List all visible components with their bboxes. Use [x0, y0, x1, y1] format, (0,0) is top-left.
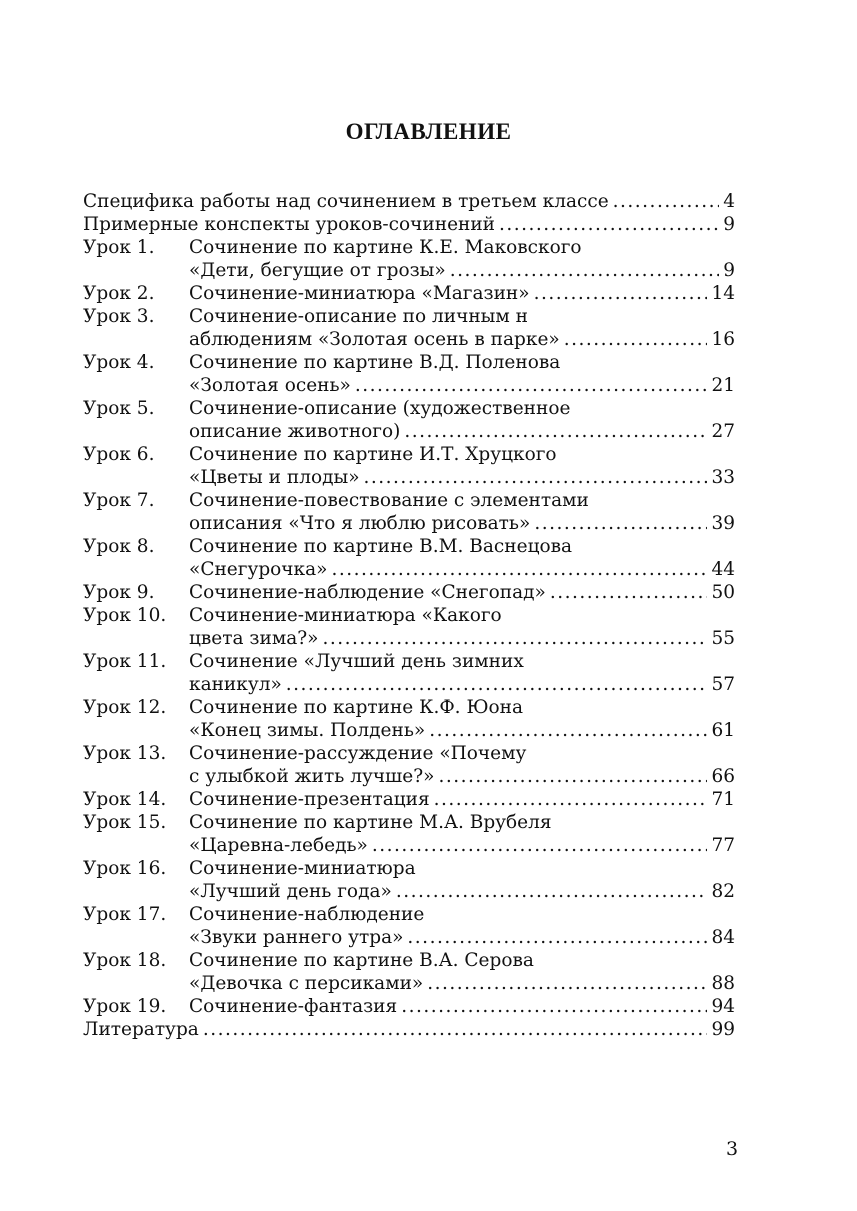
toc-leader-dots — [396, 880, 708, 903]
toc-entry-title: Сочинение-миниатюра «Магазин» — [189, 283, 530, 304]
toc-entry-title: с улыбкой жить лучше?» — [189, 766, 435, 787]
toc-leader-dots — [564, 328, 708, 351]
toc-entry — [83, 788, 735, 811]
toc-entry-title: Сочинение-наблюдение — [189, 904, 425, 925]
toc-lesson-label: Урок 8. — [83, 536, 155, 557]
page-title: ОГЛАВЛЕНИЕ — [345, 119, 512, 144]
toc-entry-title: Сочинение-наблюдение «Снегопад» — [189, 582, 546, 603]
toc-page-number: 9 — [723, 260, 735, 281]
toc-lesson-label: Урок 4. — [83, 352, 155, 373]
toc-leader-dots — [407, 926, 707, 949]
toc-leader-dots — [372, 834, 708, 857]
toc-page-number: 14 — [711, 283, 735, 304]
toc-entry — [83, 673, 735, 696]
toc-lesson-label: Урок 6. — [83, 444, 155, 465]
toc-entry — [83, 535, 735, 558]
toc-entry — [83, 995, 735, 1018]
toc-entry — [83, 512, 735, 535]
toc-entry — [83, 328, 735, 351]
toc-entry-title: Сочинение по картине И.Т. Хруцкого — [189, 444, 557, 465]
toc-page-number: 55 — [711, 628, 735, 649]
toc-entry-title: описание животного) — [189, 421, 401, 442]
toc-leader-dots — [438, 765, 707, 788]
toc-leader-dots — [401, 995, 707, 1018]
toc-entry-title: Сочинение по картине В.А. Серова — [189, 950, 534, 971]
toc-lesson-label: Урок 3. — [83, 306, 155, 327]
toc-page-number: 84 — [711, 927, 735, 948]
toc-entry-title: «Золотая осень» — [189, 375, 351, 396]
toc-entry — [83, 466, 735, 489]
toc-lesson-label: Урок 2. — [83, 283, 155, 304]
toc-entry — [83, 397, 735, 420]
toc-page-number: 21 — [711, 375, 735, 396]
toc-leader-dots — [331, 558, 707, 581]
toc-entry-title: Сочинение-рассуждение «Почему — [189, 743, 527, 764]
toc-entry-title: Сочинение-презентация — [189, 789, 430, 810]
toc-page-number: 33 — [711, 467, 735, 488]
toc-entry-title: «Царевна-лебедь» — [189, 835, 368, 856]
toc-entry-title: Сочинение по картине К.Е. Маковского — [189, 237, 582, 258]
toc-entry-title: Сочинение-миниатюра «Какого — [189, 605, 502, 626]
toc-entry-title: «Лучший день года» — [189, 881, 392, 902]
toc-entry-title: Сочинение-миниатюра — [189, 858, 416, 879]
toc-leader-dots — [550, 581, 708, 604]
toc-entry — [83, 926, 735, 949]
toc-entry — [83, 443, 735, 466]
toc-lesson-label: Урок 5. — [83, 398, 155, 419]
toc-lesson-label: Урок 17. — [83, 904, 167, 925]
toc-entry — [83, 489, 735, 512]
toc-lesson-label: Урок 19. — [83, 996, 167, 1017]
toc-lesson-label: Урок 11. — [83, 651, 167, 672]
toc-entry — [83, 811, 735, 834]
toc-entry — [83, 282, 735, 305]
toc-page-number: 88 — [711, 973, 735, 994]
toc-entry-title: «Дети, бегущие от грозы» — [189, 260, 446, 281]
toc-page-number: 4 — [723, 191, 735, 212]
toc-entry — [83, 627, 735, 650]
toc-leader-dots — [534, 282, 708, 305]
toc-entry — [83, 213, 735, 236]
toc-lesson-label: Урок 9. — [83, 582, 155, 603]
toc-entry — [83, 236, 735, 259]
toc-leader-dots — [355, 374, 708, 397]
toc-page-number: 66 — [711, 766, 735, 787]
toc-entry — [83, 1018, 735, 1041]
toc-entry — [83, 742, 735, 765]
toc-entry-title: Сочинение по картине М.А. Врубеля — [189, 812, 552, 833]
toc-leader-dots — [427, 972, 707, 995]
toc-lesson-label: Урок 12. — [83, 697, 167, 718]
toc-entry — [83, 903, 735, 926]
toc-lesson-label: Урок 10. — [83, 605, 167, 626]
toc-lesson-label: Урок 18. — [83, 950, 167, 971]
toc-entry — [83, 857, 735, 880]
toc-leader-dots — [404, 420, 707, 443]
toc-entry — [83, 604, 735, 627]
page-number: 3 — [726, 1138, 739, 1160]
toc-lesson-label: Урок 1. — [83, 237, 155, 258]
toc-entry-title: Сочинение-повествование с элементами — [189, 490, 589, 511]
toc-page-number: 39 — [711, 513, 735, 534]
toc-entry-title: Сочинение-описание (художественное — [189, 398, 571, 419]
toc-entry-title: описания «Что я люблю рисовать» — [189, 513, 531, 534]
toc-entry-title: Литература — [83, 1019, 199, 1040]
toc-entry-title: «Цветы и плоды» — [189, 467, 360, 488]
toc-entry-title: «Конец зимы. Полдень» — [189, 720, 426, 741]
toc-leader-dots — [613, 190, 720, 213]
toc-entry-title: Сочинение-описание по личным н — [189, 306, 528, 327]
toc-entry-title: «Девочка с персиками» — [189, 973, 424, 994]
toc-lesson-label: Урок 7. — [83, 490, 155, 511]
toc-lesson-label: Урок 15. — [83, 812, 167, 833]
toc-leader-dots — [429, 719, 707, 742]
toc-entry — [83, 351, 735, 374]
toc-page-number: 27 — [711, 421, 735, 442]
toc-entry — [83, 719, 735, 742]
toc-entry-title: «Звуки раннего утра» — [189, 927, 404, 948]
toc-leader-dots — [534, 512, 707, 535]
toc-entry — [83, 696, 735, 719]
toc-entry-title: аблюдениям «Золотая осень в парке» — [189, 329, 560, 350]
toc-entry — [83, 305, 735, 328]
toc-entry-title: Сочинение-фантазия — [189, 996, 398, 1017]
toc-lesson-label: Урок 14. — [83, 789, 167, 810]
toc-lesson-label: Урок 13. — [83, 743, 167, 764]
toc-leader-dots — [450, 259, 720, 282]
toc-entry — [83, 972, 735, 995]
toc-entry — [83, 558, 735, 581]
toc-leader-dots — [322, 627, 707, 650]
toc-entry-title: Примерные конспекты уроков-сочинений — [83, 214, 496, 235]
toc-lesson-label: Урок 16. — [83, 858, 167, 879]
toc-entry — [83, 581, 735, 604]
toc-page-number: 82 — [711, 881, 735, 902]
toc-leader-dots — [434, 788, 708, 811]
table-of-contents — [83, 190, 735, 1041]
toc-entry-title: Сочинение по картине В.Д. Поленова — [189, 352, 561, 373]
toc-page-number: 94 — [711, 996, 735, 1017]
toc-entry-title: Сочинение по картине К.Ф. Юона — [189, 697, 524, 718]
toc-entry — [83, 765, 735, 788]
toc-entry — [83, 190, 735, 213]
toc-entry-title: цвета зима?» — [189, 628, 319, 649]
toc-leader-dots — [499, 213, 719, 236]
toc-leader-dots — [203, 1018, 708, 1041]
toc-page-number: 77 — [711, 835, 735, 856]
toc-entry-title: Сочинение по картине В.М. Васнецова — [189, 536, 573, 557]
toc-page-number: 44 — [711, 559, 735, 580]
toc-leader-dots — [364, 466, 708, 489]
toc-entry-title: Специфика работы над сочинением в третьем классе — [83, 191, 609, 212]
toc-page-number: 16 — [711, 329, 735, 350]
toc-entry — [83, 420, 735, 443]
toc-entry — [83, 259, 735, 282]
toc-entry — [83, 880, 735, 903]
toc-page-number: 71 — [711, 789, 735, 810]
toc-page-number: 99 — [711, 1019, 735, 1040]
toc-entry — [83, 834, 735, 857]
toc-entry — [83, 949, 735, 972]
toc-page-number: 50 — [711, 582, 735, 603]
toc-leader-dots — [286, 673, 708, 696]
toc-entry-title: Сочинение «Лучший день зимних — [189, 651, 524, 672]
toc-page-number: 61 — [711, 720, 735, 741]
toc-entry-title: «Снегурочка» — [189, 559, 328, 580]
toc-entry — [83, 650, 735, 673]
toc-page-number: 9 — [723, 214, 735, 235]
toc-entry — [83, 374, 735, 397]
toc-page-number: 57 — [711, 674, 735, 695]
toc-entry-title: каникул» — [189, 674, 282, 695]
